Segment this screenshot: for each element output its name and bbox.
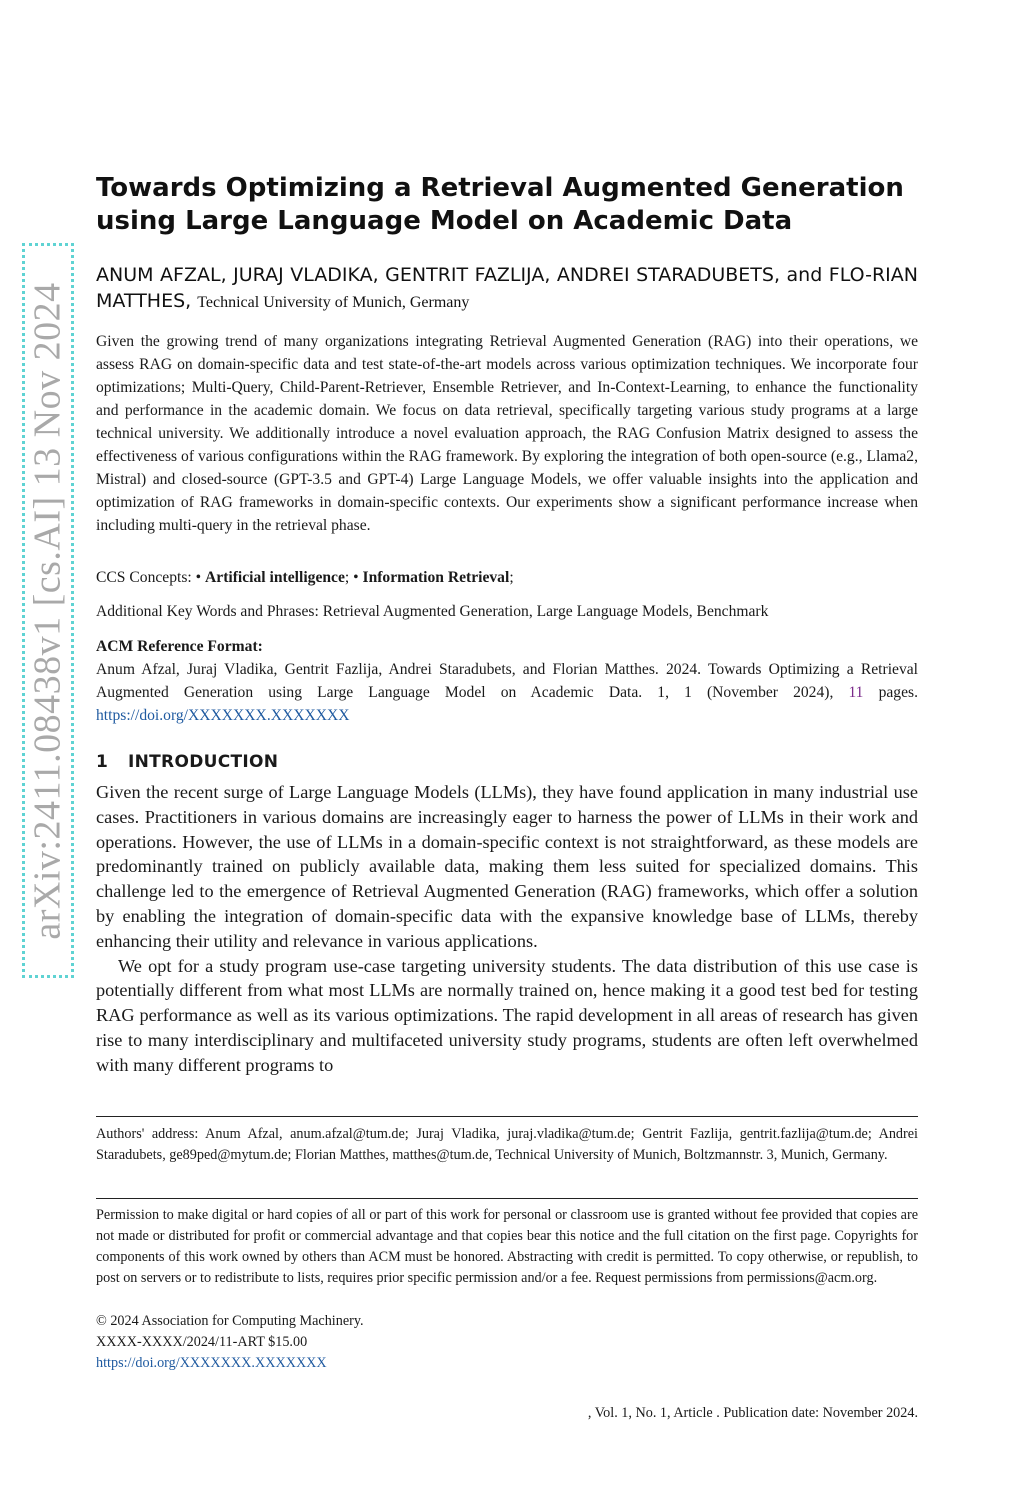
author-names: ANUM AFZAL, JURAJ VLADIKA, GENTRIT FAZLIJA, ANDREI STARADUBETS, and FLO-RIAN MATTHES, [96,264,918,312]
ccs-concepts [96,567,918,589]
author-block [96,262,918,316]
authors-address: Authors' address: Anum Afzal, anum.afzal@tum.de; Juraj Vladika, juraj.vladika@tum.de; Gentrit Fazlija, gentrit.fazlija@tum.de; Andrei Staradubets, ge89ped@mytum.de; Florian Matthes, matthes@tum.de, Technical University of Munich, Boltzmannstr. 3, Munich, Germany. [96,1126,918,1163]
footnote-doi-link[interactable]: https://doi.org/XXXXXXX.XXXXXXX [96,1355,327,1371]
section-title: INTRODUCTION [128,752,279,772]
copyright-line: © 2024 Association for Computing Machinery. [96,1313,364,1329]
keywords: Additional Key Words and Phrases: Retrieval Augmented Generation, Large Language Models, Benchmark [96,603,769,620]
section-number: 1 [96,752,109,772]
permission-divider [96,1198,918,1199]
reference-pages-label: pages. [878,684,918,701]
ccs-concept-ir: Information Retrieval [362,569,510,586]
arxiv-stamp [22,243,74,978]
isbn-line: XXXX-XXXX/2024/11-ART $15.00 [96,1334,308,1350]
ccs-label: CCS Concepts: • [96,569,202,586]
intro-paragraph: We opt for a study program use-case targeting university students. The data distribution of this use case is potentially different from what most LLMs are normally trained on, hence making it a good test bed for testing RAG performance as well as its various optimizations. The rapid development in all areas of research has given rise to many interdisciplinary and multifaceted university study programs, students are often left overwhelmed with many different programs to [96,955,918,1075]
abstract: Given the growing trend of many organizations integrating Retrieval Augmented Generation (RAG) into their operations, we assess RAG on domain-specific data and test state-of-the-art models across various optimization techniques. We incorporate four optimizations; Multi-Query, Child-Parent-Retriever, Ensemble Retriever, and In-Context-Learning, to enhance the functionality and performance in the academic domain. We focus on data retrieval, specifically targeting various study programs at a large technical university. We additionally introduce a novel evaluation approach, the RAG Confusion Matrix designed to assess the effectiveness of various configurations within the RAG framework. By exploring the integration of both open-source (e.g., Llama2, Mistral) and closed-source (GPT-3.5 and GPT-4) Large Language Models, we offer valuable insights into the application and optimization of RAG frameworks in domain-specific contexts. Our experiments show a significant performance increase when including multi-query in the retrieval phase. [96,333,918,534]
arxiv-stamp-text: arXiv:2411.08438v1 [cs.AI] 13 Nov 2024 [27,281,70,940]
ccs-end: ; [509,569,514,586]
ccs-concept-ai: Artificial intelligence [205,569,345,586]
footnote-divider [96,1116,918,1117]
ccs-separator: ; • [344,569,359,586]
reference-body [96,658,918,727]
page-footer: , Vol. 1, No. 1, Article . Publication date: November 2024. [587,1405,918,1421]
reference-text: Anum Afzal, Juraj Vladika, Gentrit Fazlija, Andrei Staradubets, and Florian Matthes. 2024. Towards Optimizing a Retrieval Augmented Generation using Large Language Model on Academic Data. 1, 1 (November 2024), [96,661,918,701]
paper-title: Towards Optimizing a Retrieval Augmented Generation using Large Language Model on Academic Data [96,173,904,236]
introduction-body [96,780,918,1078]
author-affiliation: Technical University of Munich, Germany [197,294,470,311]
reference-doi-link[interactable]: https://doi.org/XXXXXXX.XXXXXXX [96,707,350,724]
section-heading [96,750,278,774]
page-count-link[interactable]: 11 [848,684,864,701]
intro-paragraph: Given the recent surge of Large Language Models (LLMs), they have found application in many industrial use cases. Practitioners in various domains are increasingly eager to harness the power of LLMs in their work and operations. However, the use of LLMs in a domain-specific context is not straightforward, as these models are predominantly trained on publicly available data, making them less suited for specialized domains. This challenge led to the emergence of Retrieval Augmented Generation (RAG) frameworks, which offer a solution by enabling the integration of domain-specific data with the expansive knowledge base of LLMs, thereby enhancing their utility and relevance in various applications. [96,782,918,951]
permission-notice: Permission to make digital or hard copies of all or part of this work for personal or classroom use is granted without fee provided that copies are not made or distributed for profit or commercial advantage and that copies bear this notice and the full citation on the first page. Copyrights for components of this work owned by others than ACM must be honored. Abstracting with credit is permitted. To copy otherwise, or republish, to post on servers or to redistribute to lists, requires prior specific permission and/or a fee. Request permissions from permissions@acm.org. [96,1207,918,1286]
reference-heading: ACM Reference Format: [96,638,263,655]
